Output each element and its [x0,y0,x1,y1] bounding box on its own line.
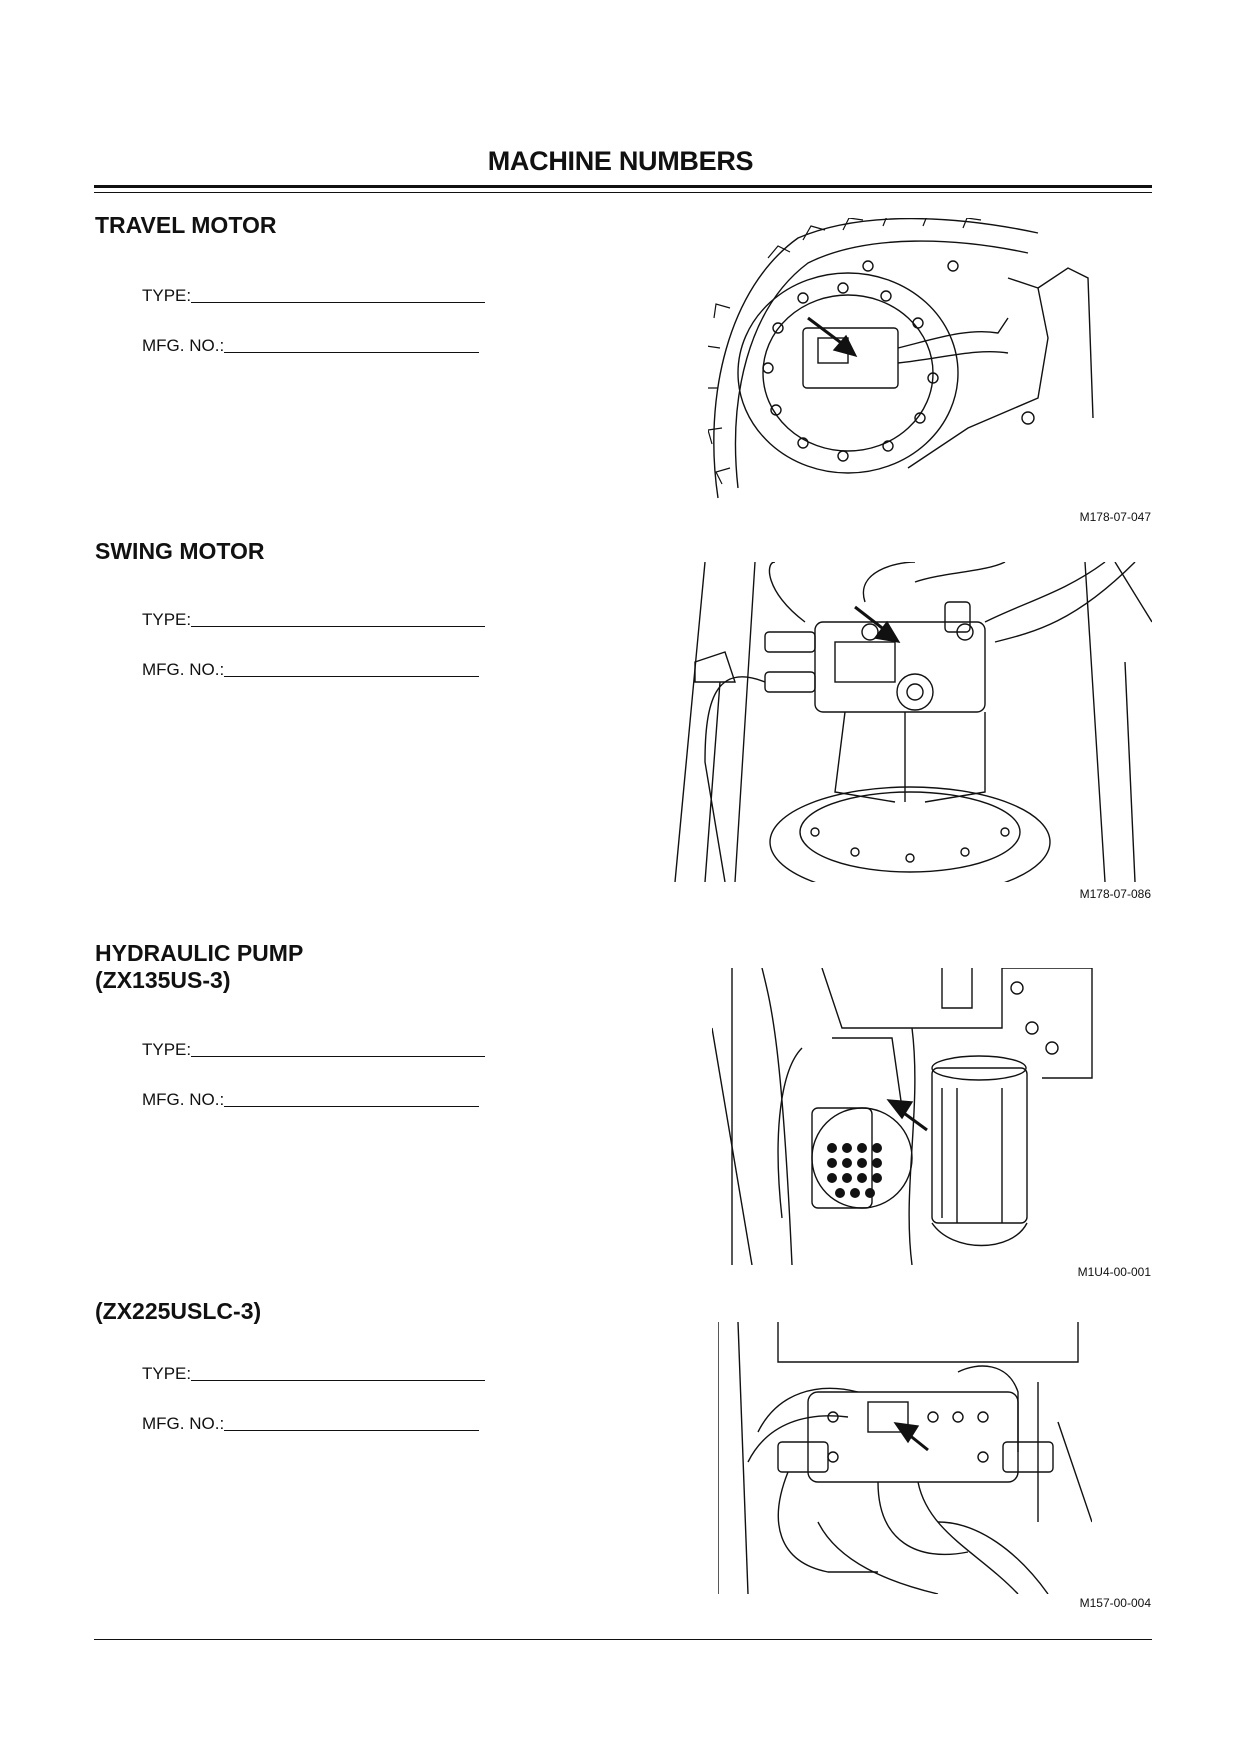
hydraulic-pump-heading: HYDRAULIC PUMP [95,940,304,966]
travel-motor-heading: TRAVEL MOTOR [95,212,277,238]
swing-motor-type-field[interactable] [142,610,485,630]
swing-motor-figure-caption: M178-07-086 [1079,887,1151,901]
type-blank-line[interactable] [191,1364,485,1381]
hydraulic-pump-zx135-mfg-field[interactable] [142,1090,479,1110]
type-label: TYPE: [142,1040,192,1059]
mfg-blank-line[interactable] [224,660,479,677]
travel-motor-illustration [708,218,1094,504]
type-label: TYPE: [142,1364,192,1383]
hydraulic-pump-zx225-type-field[interactable] [142,1364,485,1384]
travel-motor-mfg-field[interactable] [142,336,479,356]
mfg-label: MFG. NO.: [142,1090,225,1109]
type-blank-line[interactable] [191,610,485,627]
hydraulic-pump-zx135-illustration [712,968,1100,1265]
hydraulic-pump-zx225-mfg-field[interactable] [142,1414,479,1434]
hydraulic-pump-zx225-illustration [718,1322,1092,1594]
footer-rule [94,1639,1152,1640]
page-title: MACHINE NUMBERS [487,146,754,176]
type-label: TYPE: [142,610,192,629]
title-rule-thick [94,185,1152,188]
mfg-label: MFG. NO.: [142,336,225,355]
hydraulic-pump-zx135-figure-caption: M1U4-00-001 [1077,1265,1151,1279]
type-blank-line[interactable] [191,286,485,303]
type-blank-line[interactable] [191,1040,485,1057]
mfg-blank-line[interactable] [224,1090,479,1107]
mfg-label: MFG. NO.: [142,1414,225,1433]
mfg-label: MFG. NO.: [142,660,225,679]
travel-motor-figure-caption: M178-07-047 [1079,510,1151,524]
title-rule-thin [94,192,1152,193]
hydraulic-pump-zx225-figure-caption: M157-00-004 [1079,1596,1151,1610]
swing-motor-mfg-field[interactable] [142,660,479,680]
type-label: TYPE: [142,286,192,305]
hydraulic-pump-zx225-heading: (ZX225USLC-3) [95,1298,262,1324]
travel-motor-type-field[interactable] [142,286,485,306]
swing-motor-heading: SWING MOTOR [95,538,265,564]
hydraulic-pump-zx135-type-field[interactable] [142,1040,485,1060]
mfg-blank-line[interactable] [224,336,479,353]
swing-motor-illustration [665,562,1152,882]
hydraulic-pump-model-subheading: (ZX135US-3) [95,967,231,993]
mfg-blank-line[interactable] [224,1414,479,1431]
